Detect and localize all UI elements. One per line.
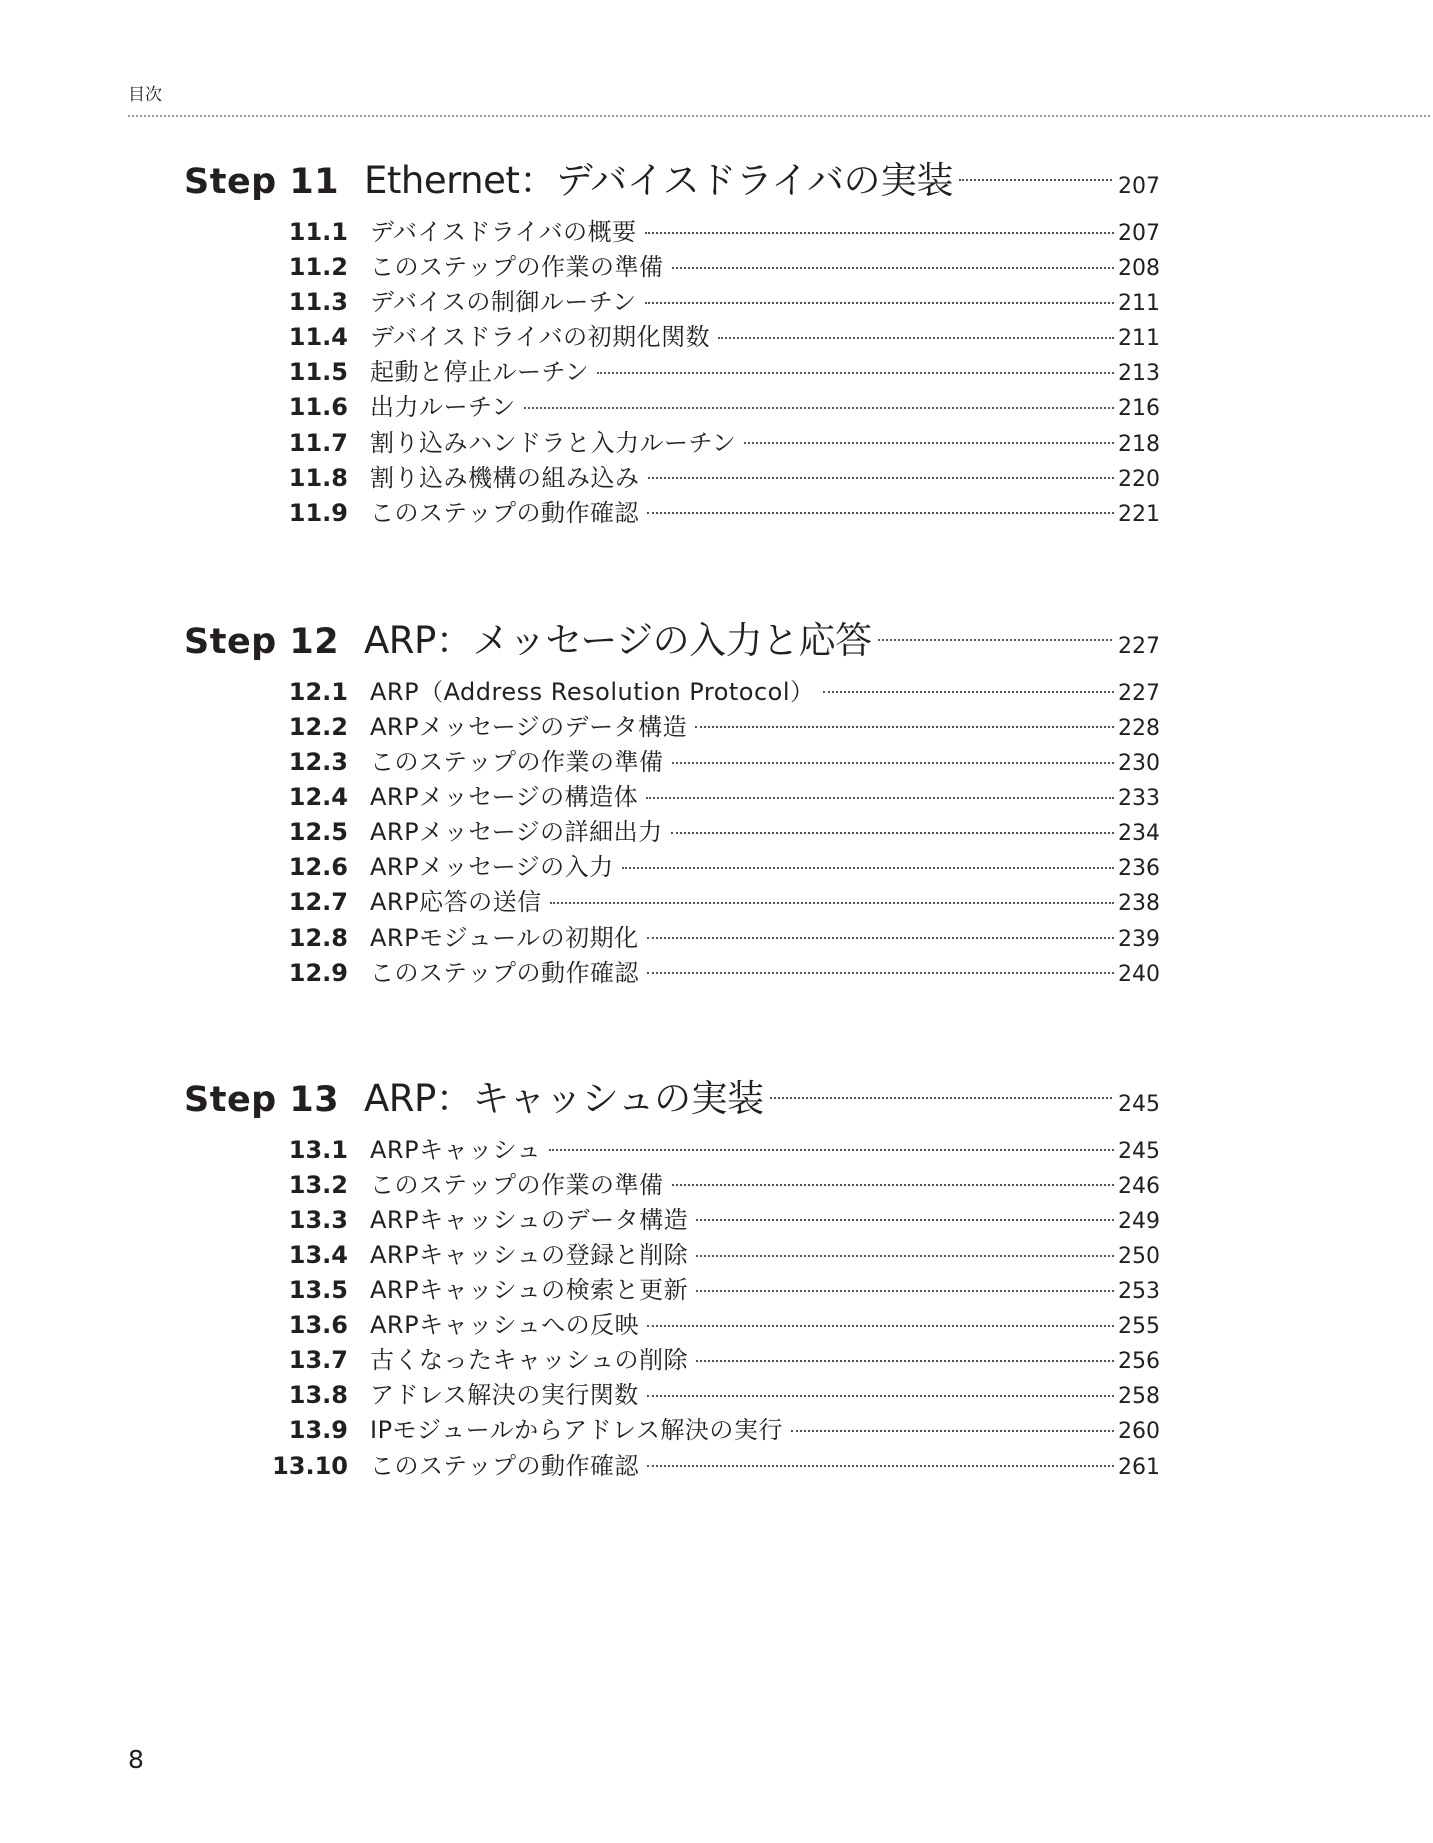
- chapter-number: Step 11: [184, 162, 340, 202]
- section-page: 250: [1118, 1243, 1160, 1269]
- chapter-step-13: [184, 1068, 1160, 1481]
- section-list: [184, 1130, 1160, 1481]
- section-title: ARP応答の送信: [370, 888, 542, 917]
- toc-entry[interactable]: [184, 1235, 1160, 1270]
- section-number: 12.2: [288, 712, 348, 741]
- chapter-page: 227: [1118, 633, 1160, 659]
- section-title: ARPキャッシュへの反映: [370, 1311, 640, 1340]
- section-page: 260: [1118, 1419, 1160, 1445]
- chapter-title: Ethernet：デバイスドライバの実装: [364, 159, 953, 202]
- section-number: 11.9: [288, 498, 348, 527]
- dot-leader: [647, 512, 1114, 514]
- toc-entry[interactable]: [184, 212, 1160, 247]
- section-list: [184, 212, 1160, 528]
- toc-entry[interactable]: [184, 742, 1160, 777]
- toc-entry[interactable]: [184, 1340, 1160, 1375]
- section-number: 13.2: [288, 1170, 348, 1199]
- section-page: 227: [1118, 680, 1160, 706]
- section-number: 12.9: [288, 958, 348, 987]
- section-page: 239: [1118, 926, 1160, 952]
- section-title: このステップの作業の準備: [370, 253, 664, 282]
- section-title: ARPメッセージの詳細出力: [370, 818, 663, 847]
- section-number: 13.8: [288, 1381, 348, 1410]
- chapter-number: Step 12: [184, 621, 340, 662]
- page-number: 8: [128, 1745, 144, 1774]
- dot-leader: [696, 1290, 1114, 1292]
- toc-entry[interactable]: [184, 1270, 1160, 1305]
- section-number: 12.1: [288, 677, 348, 706]
- section-page: 211: [1118, 291, 1160, 317]
- dot-leader: [622, 867, 1114, 869]
- section-page: 208: [1118, 256, 1160, 282]
- dot-leader: [647, 937, 1114, 939]
- section-number: 11.3: [288, 288, 348, 317]
- dot-leader: [671, 832, 1114, 834]
- toc-entry[interactable]: [184, 1446, 1160, 1481]
- dot-leader: [696, 1255, 1114, 1257]
- toc-entry[interactable]: [184, 1305, 1160, 1340]
- toc-entry[interactable]: [184, 387, 1160, 422]
- section-title: ARPキャッシュの検索と更新: [370, 1276, 689, 1305]
- dot-leader: [672, 267, 1114, 269]
- section-page: 218: [1118, 431, 1160, 457]
- toc-entry[interactable]: [184, 882, 1160, 917]
- toc-entry[interactable]: [184, 777, 1160, 812]
- section-title: ARP（Address Resolution Protocol）: [370, 677, 815, 706]
- dot-leader: [791, 1430, 1114, 1432]
- chapter-heading[interactable]: [184, 610, 1160, 662]
- section-title: ARPメッセージのデータ構造: [370, 712, 688, 741]
- section-number: 13.9: [288, 1416, 348, 1445]
- dot-leader: [672, 762, 1114, 764]
- chapter-number: Step 13: [184, 1079, 340, 1120]
- dot-leader: [695, 726, 1114, 728]
- section-title: ARPキャッシュのデータ構造: [370, 1205, 689, 1234]
- toc-entry[interactable]: [184, 918, 1160, 953]
- dot-leader: [878, 639, 1112, 641]
- dot-leader: [648, 477, 1115, 479]
- section-page: 246: [1118, 1173, 1160, 1199]
- section-title: 出力ルーチン: [370, 393, 516, 422]
- section-title: デバイスドライバの初期化関数: [370, 323, 711, 352]
- section-number: 11.5: [288, 358, 348, 387]
- section-number: 11.7: [288, 428, 348, 457]
- toc-entry[interactable]: [184, 707, 1160, 742]
- dot-leader: [647, 1395, 1114, 1397]
- dot-leader: [646, 797, 1114, 799]
- section-page: 255: [1118, 1314, 1160, 1340]
- section-list: [184, 672, 1160, 988]
- section-page: 211: [1118, 326, 1160, 352]
- section-page: 240: [1118, 961, 1160, 987]
- dot-leader: [744, 442, 1114, 444]
- dot-leader: [524, 407, 1114, 409]
- toc-entry[interactable]: [184, 1410, 1160, 1445]
- section-page: 236: [1118, 856, 1160, 882]
- dot-leader: [597, 372, 1114, 374]
- section-number: 13.5: [288, 1276, 348, 1305]
- section-page: 216: [1118, 396, 1160, 422]
- chapter-title: ARP：メッセージの入力と応答: [364, 618, 872, 662]
- dot-leader: [770, 1097, 1112, 1099]
- toc-entry[interactable]: [184, 1200, 1160, 1235]
- section-number: 13.1: [288, 1135, 348, 1164]
- dot-leader: [647, 1325, 1114, 1327]
- dot-leader: [823, 691, 1114, 693]
- section-number: 11.8: [288, 463, 348, 492]
- section-title: このステップの動作確認: [370, 1451, 640, 1480]
- section-title: このステップの作業の準備: [370, 1170, 664, 1199]
- toc-entry[interactable]: [184, 493, 1160, 528]
- toc-entry[interactable]: [184, 1375, 1160, 1410]
- section-number: 11.6: [288, 393, 348, 422]
- toc-entry[interactable]: [184, 282, 1160, 317]
- running-head: 目次: [128, 85, 162, 105]
- toc-entry[interactable]: [184, 352, 1160, 387]
- dot-leader: [550, 902, 1114, 904]
- toc-entry[interactable]: [184, 672, 1160, 707]
- toc-entry[interactable]: [184, 847, 1160, 882]
- table-of-contents: [184, 150, 1160, 1481]
- section-title: 古くなったキャッシュの削除: [370, 1346, 689, 1375]
- chapter-heading[interactable]: [184, 1068, 1160, 1120]
- dot-leader: [549, 1149, 1114, 1151]
- chapter-step-12: [184, 610, 1160, 988]
- section-page: 220: [1118, 466, 1160, 492]
- section-title: ARPメッセージの入力: [370, 853, 614, 882]
- section-number: 13.4: [288, 1240, 348, 1269]
- section-number: 13.6: [288, 1311, 348, 1340]
- toc-entry[interactable]: [184, 458, 1160, 493]
- header-dotted-rule: [128, 115, 1430, 117]
- section-number: 12.6: [288, 853, 348, 882]
- section-title: このステップの動作確認: [370, 498, 640, 527]
- toc-entry[interactable]: [184, 812, 1160, 847]
- section-title: ARPメッセージの構造体: [370, 783, 639, 812]
- section-page: 230: [1118, 751, 1160, 777]
- section-page: 256: [1118, 1349, 1160, 1375]
- toc-entry[interactable]: [184, 317, 1160, 352]
- section-number: 12.5: [288, 818, 348, 847]
- toc-entry[interactable]: [184, 1130, 1160, 1165]
- section-number: 11.2: [288, 253, 348, 282]
- section-number: 12.7: [288, 888, 348, 917]
- section-page: 221: [1118, 501, 1160, 527]
- chapter-page: 245: [1118, 1091, 1160, 1117]
- toc-entry[interactable]: [184, 953, 1160, 988]
- toc-entry[interactable]: [184, 1165, 1160, 1200]
- section-page: 207: [1118, 221, 1160, 246]
- section-title: 割り込み機構の組み込み: [370, 463, 640, 492]
- dot-leader: [718, 337, 1114, 339]
- section-number: 12.3: [288, 748, 348, 777]
- section-title: ARPモジュールの初期化: [370, 923, 639, 952]
- chapter-heading[interactable]: [184, 150, 1160, 202]
- dot-leader: [696, 1219, 1114, 1221]
- section-title: 割り込みハンドラと入力ルーチン: [370, 428, 737, 457]
- section-page: 245: [1118, 1138, 1160, 1164]
- section-number: 12.8: [288, 923, 348, 952]
- section-title: 起動と停止ルーチン: [370, 358, 590, 387]
- section-page: 213: [1118, 361, 1160, 387]
- section-title: ARPキャッシュ: [370, 1135, 542, 1164]
- section-title: ARPキャッシュの登録と削除: [370, 1240, 689, 1269]
- section-title: デバイスドライバの概要: [370, 218, 637, 246]
- section-title: IPモジュールからアドレス解決の実行: [370, 1416, 783, 1445]
- dot-leader: [672, 1184, 1114, 1186]
- dot-leader: [647, 1465, 1114, 1467]
- section-number: 12.4: [288, 783, 348, 812]
- section-title: このステップの動作確認: [370, 958, 640, 987]
- section-page: 249: [1118, 1208, 1160, 1234]
- section-page: 234: [1118, 821, 1160, 847]
- section-number: 13.3: [288, 1205, 348, 1234]
- section-number: 13.7: [288, 1346, 348, 1375]
- dot-leader: [959, 179, 1112, 181]
- dot-leader: [645, 232, 1114, 234]
- section-page: 233: [1118, 786, 1160, 812]
- section-number: 11.1: [288, 218, 348, 246]
- dot-leader: [647, 972, 1114, 974]
- section-page: 228: [1118, 715, 1160, 741]
- toc-entry[interactable]: [184, 423, 1160, 458]
- section-number: 13.10: [272, 1451, 348, 1480]
- section-page: 253: [1118, 1279, 1160, 1305]
- section-number: 11.4: [288, 323, 348, 352]
- section-title: デバイスの制御ルーチン: [370, 288, 637, 317]
- chapter-page: 207: [1118, 174, 1160, 199]
- section-title: アドレス解決の実行関数: [370, 1381, 639, 1410]
- section-page: 261: [1118, 1454, 1160, 1480]
- chapter-title: ARP：キャッシュの実装: [364, 1076, 764, 1120]
- dot-leader: [645, 302, 1114, 304]
- section-title: このステップの作業の準備: [370, 748, 664, 777]
- chapter-step-11: [184, 150, 1160, 528]
- section-page: 258: [1118, 1384, 1160, 1410]
- section-page: 238: [1118, 891, 1160, 917]
- dot-leader: [696, 1360, 1114, 1362]
- toc-entry[interactable]: [184, 247, 1160, 282]
